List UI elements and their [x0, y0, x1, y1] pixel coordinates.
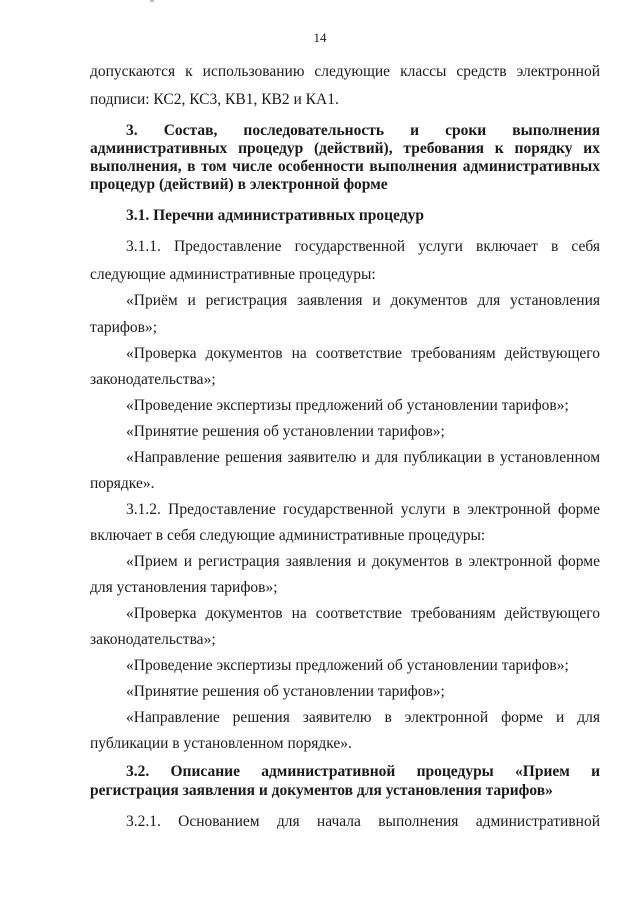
- body-line: «Проведение экспертизы предложений об установлении тарифов»;: [126, 657, 569, 674]
- body-line: 3.1.2. Предоставление государственной услуги в электронной форме: [126, 501, 600, 518]
- section-heading-line: выполнения, в том числе особенности выполнения административных: [90, 158, 600, 175]
- body-line: включает в себя следующие административные процедуры:: [90, 527, 486, 544]
- body-line: «Принятие решения об установлении тарифов»;: [126, 683, 445, 700]
- body-line: 3.2.1. Основанием для начала выполнения административной: [126, 813, 600, 830]
- body-line: «Проверка документов на соответствие требованиям действующего: [126, 605, 600, 622]
- section-heading-line: 3.2. Описание административной процедуры «Прием и: [126, 763, 600, 780]
- body-line: законодательства»;: [90, 371, 216, 388]
- body-line: публикации в установленном порядке».: [90, 735, 352, 752]
- body-line: «Приём и регистрация заявления и документов для установления: [126, 292, 600, 309]
- body-line: законодательства»;: [90, 631, 216, 648]
- body-line: «Прием и регистрация заявления и документов в электронной форме: [126, 553, 600, 570]
- body-line: тарифов»;: [90, 319, 158, 336]
- page-number: 14: [313, 30, 327, 45]
- subsection-heading: 3.1. Перечни административных процедур: [126, 207, 424, 224]
- section-heading-line: процедур (действий) в электронной форме: [90, 176, 388, 193]
- body-line: «Направление решения заявителю в электронной форме и для: [126, 709, 600, 726]
- body-line: следующие административные процедуры:: [90, 266, 376, 283]
- body-line: для установления тарифов»;: [90, 579, 278, 596]
- body-line: «Принятие решения об установлении тарифов»;: [126, 423, 445, 440]
- section-heading-line: административных процедур (действий), требования к порядку их: [90, 140, 600, 157]
- body-line: «Направление решения заявителю и для публикации в установленном: [126, 449, 600, 466]
- body-line: 3.1.1. Предоставление государственной услуги включает в себя: [126, 238, 600, 255]
- body-line: «Проведение экспертизы предложений об установлении тарифов»;: [126, 397, 569, 414]
- scan-speck: [150, 0, 154, 2]
- section-heading-line: 3. Состав, последовательность и сроки выполнения: [126, 122, 600, 139]
- body-line: порядке».: [90, 475, 155, 492]
- body-line: подписи: КС2, КС3, КВ1, КВ2 и КА1.: [90, 91, 339, 108]
- section-heading-line: регистрация заявления и документов для установления тарифов»: [90, 782, 553, 799]
- body-line: «Проверка документов на соответствие требованиям действующего: [126, 345, 600, 362]
- body-line: допускаются к использованию следующие классы средств электронной: [90, 63, 600, 80]
